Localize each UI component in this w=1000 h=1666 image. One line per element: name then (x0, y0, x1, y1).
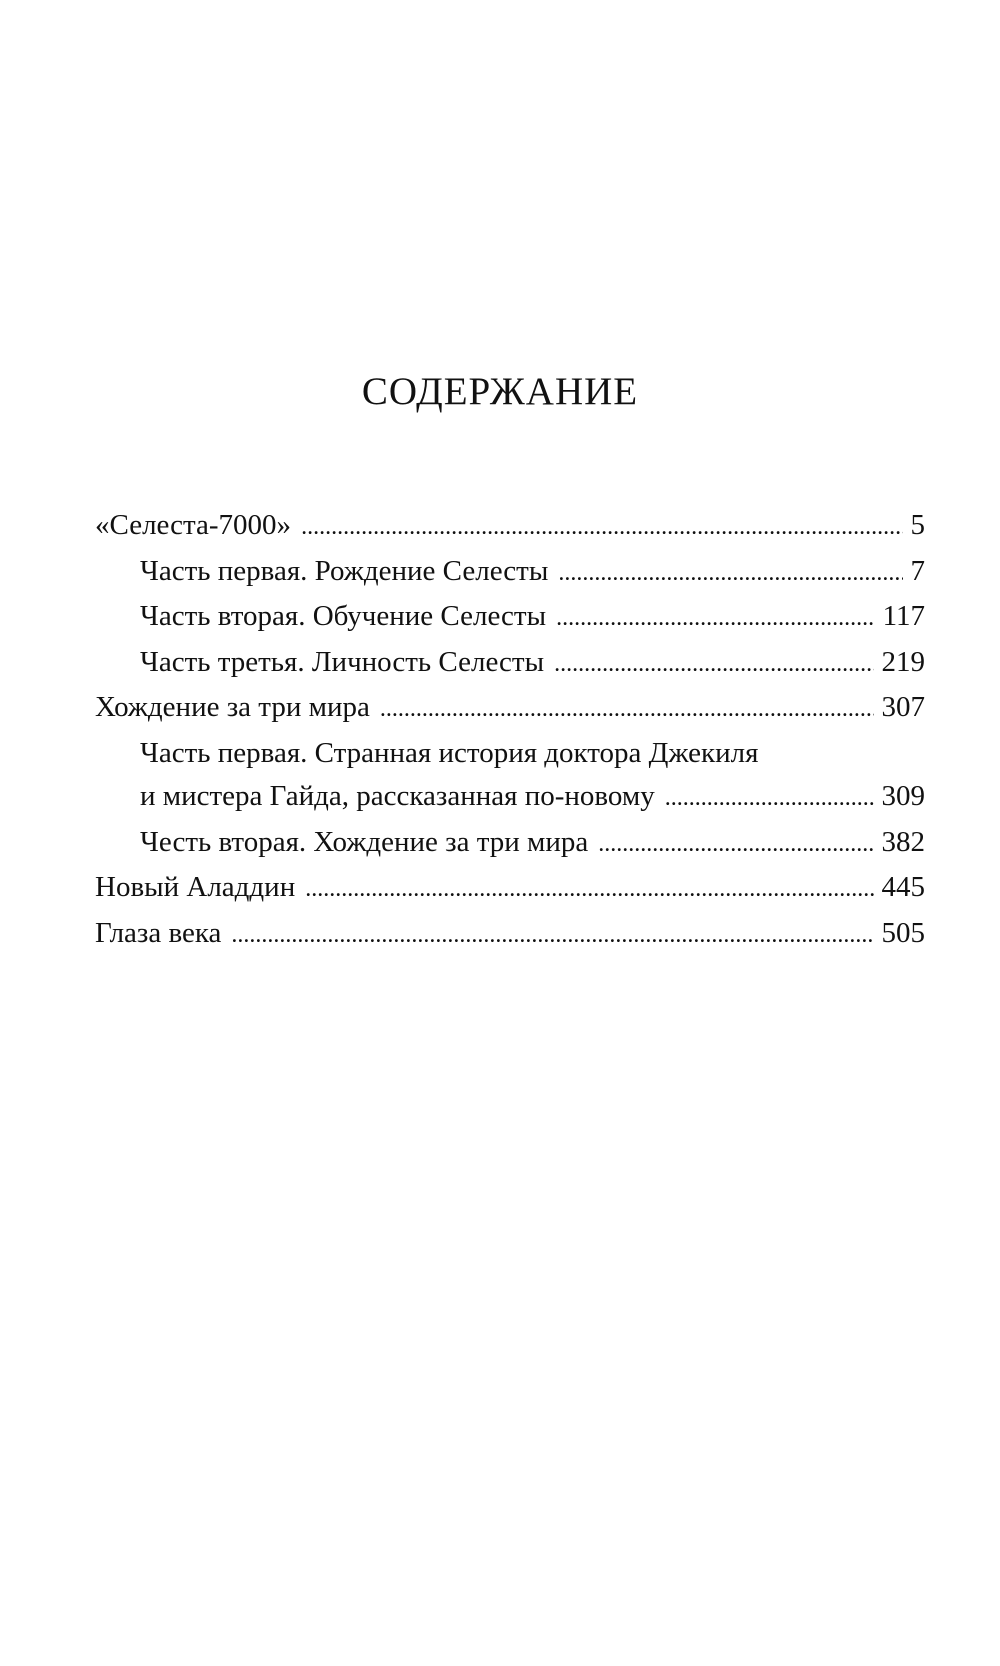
toc-entry-three-worlds (95, 686, 925, 732)
toc-entry-page: 307 (881, 691, 925, 723)
toc-entry-aladdin (95, 866, 925, 912)
toc-entry-title: Хождение за три мира (95, 691, 370, 723)
toc-entry-page: 505 (881, 916, 925, 949)
toc-entry-three-worlds-part1 (95, 732, 925, 821)
toc-entry-page: 445 (881, 871, 925, 903)
toc-entry-page: 5 (910, 509, 925, 541)
dot-leader (556, 597, 874, 641)
toc-entry-title-line2: и мистера Гайда, рассказанная по-новому (140, 780, 655, 812)
toc-entry-page: 7 (910, 554, 925, 587)
toc-entry-title: Новый Аладдин (95, 871, 296, 903)
toc-entry-celesta-part3 (95, 641, 925, 687)
toc-entry-celesta-part2 (95, 595, 925, 641)
dot-leader (598, 823, 873, 867)
toc-entry-eyes-of-century (95, 912, 925, 958)
toc-entry-title: Часть третья. Личность Селесты (140, 645, 545, 678)
toc-entry-page: 117 (882, 600, 925, 632)
toc-entry-celesta (95, 504, 925, 550)
dot-leader (665, 777, 874, 821)
toc-entry-page: 382 (881, 825, 925, 858)
dot-leader (558, 552, 902, 596)
toc-entry-title: Глаза века (95, 916, 222, 949)
dot-leader (231, 914, 873, 958)
dot-leader (305, 868, 873, 912)
toc-entry-title-line1: Часть первая. Странная история доктора Джекиля (140, 736, 759, 769)
toc-entry-title: Часть вторая. Обучение Селесты (140, 600, 547, 632)
toc-entry-page: 309 (881, 780, 925, 812)
toc-entry-title: Часть первая. Рождение Селесты (140, 554, 549, 587)
toc-entry-three-worlds-part2 (95, 821, 925, 867)
page-title: СОДЕРЖАНИЕ (361, 370, 639, 413)
toc-entry-page: 219 (881, 645, 925, 678)
dot-leader (380, 688, 874, 732)
dot-leader (301, 506, 902, 550)
table-of-contents (95, 504, 925, 957)
dot-leader (554, 643, 873, 687)
toc-entry-title: Честь вторая. Хождение за три мира (140, 825, 589, 858)
toc-entry-celesta-part1 (95, 550, 925, 596)
toc-entry-title: «Селеста-7000» (95, 509, 292, 541)
